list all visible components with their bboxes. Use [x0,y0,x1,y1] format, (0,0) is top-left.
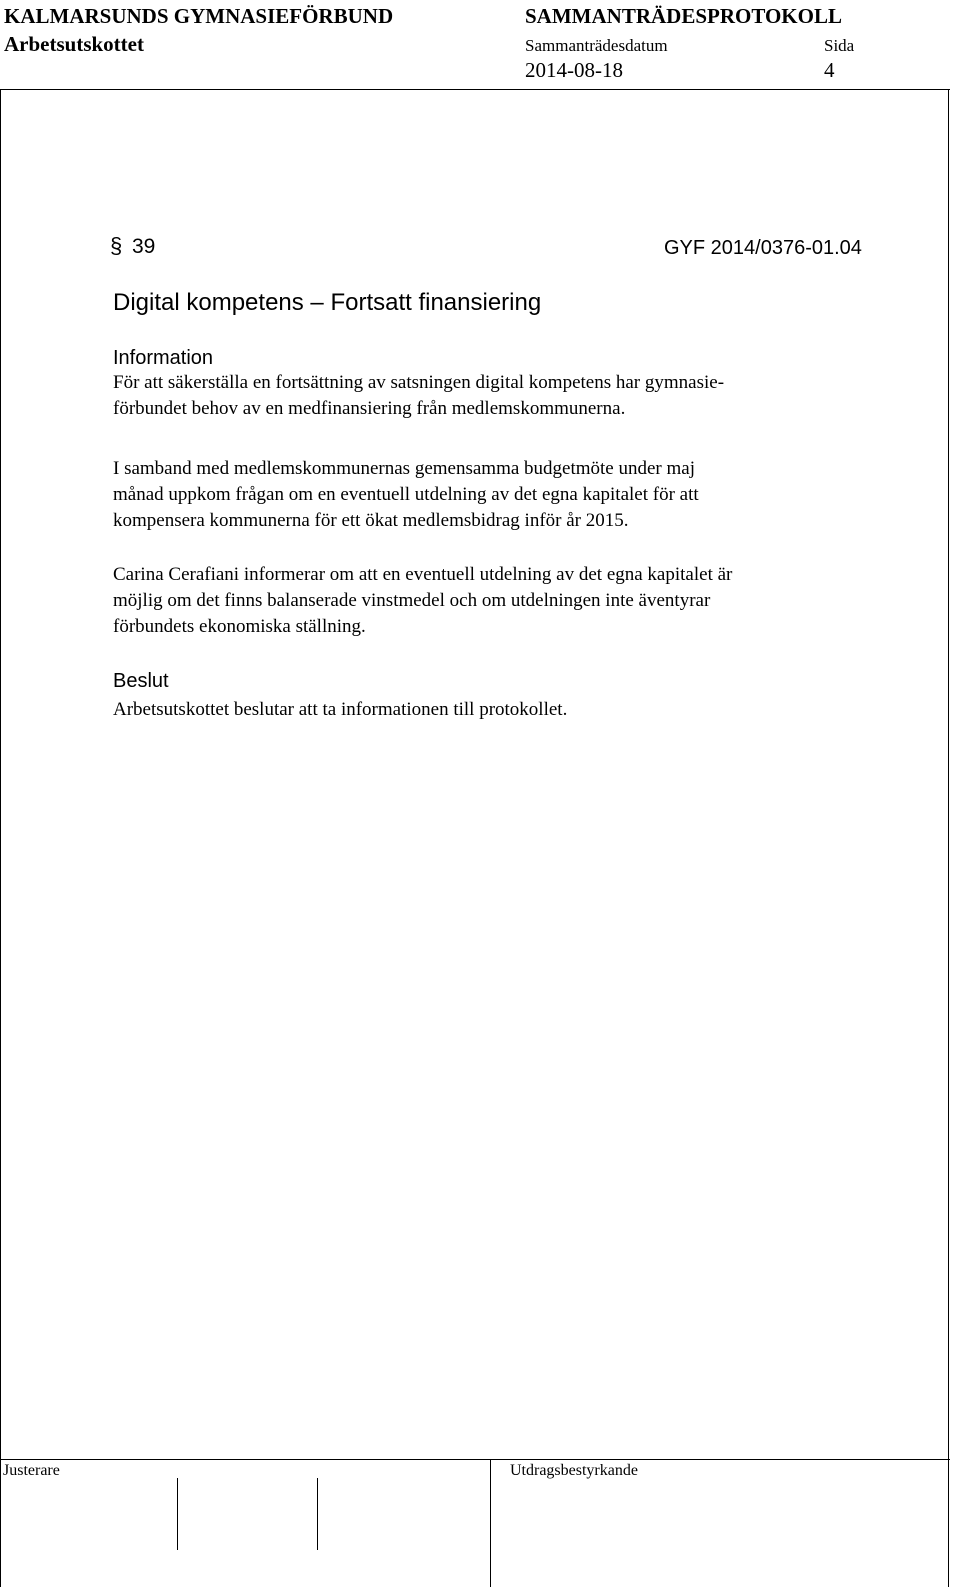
committee-name: Arbetsutskottet [4,32,144,56]
page-label: Sida [824,36,855,55]
cerafiani-paragraph [113,562,893,640]
paragraph-line: förbundets ekonomiska ställning. [113,616,366,637]
org-name: KALMARSUNDS GYMNASIEFÖRBUND [4,4,394,28]
paragraph-line: möjlig om det finns balanserade vinstmedel och om utdelningen inte äventyrar [113,590,711,611]
frame-right [948,89,949,1587]
document-type: SAMMANTRÄDESPROTOKOLL [525,4,842,28]
case-reference: GYF 2014/0376-01.04 [664,237,862,259]
paragraph-line: Carina Cerafiani informerar om att en eventuell utdelning av det egna kapitalet är [113,564,733,585]
page-number: 4 [824,58,835,82]
information-heading: Information [113,347,214,369]
section-number: 39 [132,235,156,258]
footer-rule [0,1459,950,1460]
signature-box-divider [490,1459,491,1587]
paragraph-line: I samband med medlemskommunernas gemensamma budgetmöte under maj [113,458,695,479]
beslut-heading: Beslut [113,670,169,692]
justerare-label: Justerare [3,1462,60,1479]
section-symbol: § [110,233,123,258]
budget-meeting-paragraph [113,456,893,534]
section-title: Digital kompetens – Fortsatt finansiering [113,289,542,316]
paragraph-line: förbundet behov av en medfinansiering från medlemskommunerna. [113,398,626,419]
utdragsbestyrkande-label: Utdragsbestyrkande [510,1462,638,1479]
header-rule [0,89,950,90]
signature-box-divider [317,1478,318,1550]
paragraph-line: För att säkerställa en fortsättning av satsningen digital kompetens har gymnasie- [113,372,725,393]
signature-box-divider [177,1478,178,1550]
decision-text: Arbetsutskottet beslutar att ta informationen till protokollet. [113,699,568,720]
paragraph-line: månad uppkom frågan om en eventuell utdelning av det egna kapitalet för att [113,484,699,505]
information-paragraph [113,370,893,422]
meeting-date: 2014-08-18 [525,58,623,82]
meeting-date-label: Sammanträdesdatum [525,36,668,55]
paragraph-line: kompensera kommunerna för ett ökat medlemsbidrag inför år 2015. [113,510,629,531]
frame-left [0,89,1,1587]
